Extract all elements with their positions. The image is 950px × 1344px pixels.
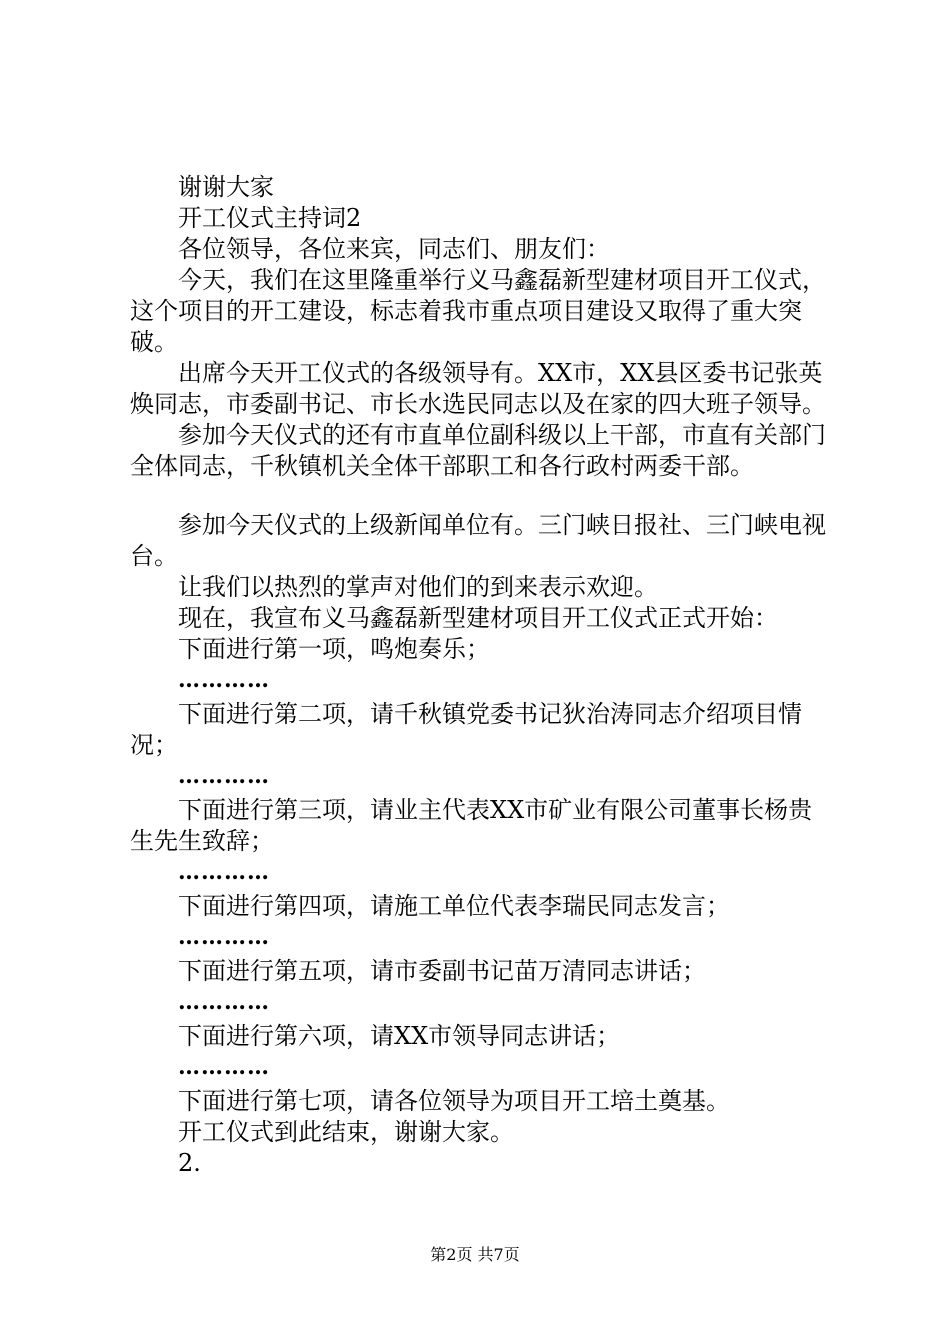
ellipsis-separator: ………… xyxy=(178,763,270,789)
agenda-item: 下面进行第四项，请施工单位代表李瑞民同志发言； xyxy=(178,892,730,920)
agenda-item: 下面进行第六项，请XX市领导同志讲话； xyxy=(178,1022,621,1050)
ellipsis-separator: ………… xyxy=(178,924,270,950)
salutation: 各位领导，各位来宾，同志们、朋友们： xyxy=(178,235,610,263)
list-number: 2. xyxy=(178,1149,201,1177)
ellipsis-separator: ………… xyxy=(178,1054,270,1080)
text-line: 谢谢大家 xyxy=(178,173,274,201)
section-title: 开工仪式主持词2 xyxy=(178,204,362,232)
paragraph: 参加今天仪式的上级新闻单位有。三门峡日报社、三门峡电视台。 xyxy=(130,511,826,570)
closing-line: 开工仪式到此结束，谢谢大家。 xyxy=(178,1118,514,1146)
document-body xyxy=(130,172,830,1179)
agenda-item: 下面进行第三项，请业主代表XX市矿业有限公司董事长杨贵生先生致辞； xyxy=(130,796,813,855)
agenda-item: 下面进行第一项，鸣炮奏乐； xyxy=(178,635,490,663)
ellipsis-separator: ………… xyxy=(178,859,270,885)
ellipsis-separator: ………… xyxy=(178,667,270,693)
agenda-item: 下面进行第五项，请市委副书记苗万清同志讲话； xyxy=(178,957,706,985)
paragraph: 出席今天开工仪式的各级领导有。XX市，XX县区委书记张英焕同志，市委副书记、市长水选民同志以及在家的四大班子领导。 xyxy=(130,359,826,418)
text-line: 让我们以热烈的掌声对他们的到来表示欢迎。 xyxy=(178,573,658,601)
paragraph: 参加今天仪式的还有市直单位副科级以上干部，市直有关部门全体同志，千秋镇机关全体干部职工和各行政村两委干部。 xyxy=(130,421,826,480)
agenda-item: 下面进行第二项，请千秋镇党委书记狄治涛同志介绍项目情况； xyxy=(130,700,802,759)
text-line: 现在，我宣布义马鑫磊新型建材项目开工仪式正式开始： xyxy=(178,604,778,632)
blank-line xyxy=(130,482,830,510)
ellipsis-separator: ………… xyxy=(178,989,270,1015)
agenda-item: 下面进行第七项，请各位领导为项目开工培土奠基。 xyxy=(178,1087,730,1115)
paragraph: 今天，我们在这里隆重举行义马鑫磊新型建材项目开工仪式，这个项目的开工建设，标志着我市重点项目建设又取得了重大突破。 xyxy=(130,266,826,356)
page-footer: 第2页 共7页 xyxy=(430,1245,520,1264)
